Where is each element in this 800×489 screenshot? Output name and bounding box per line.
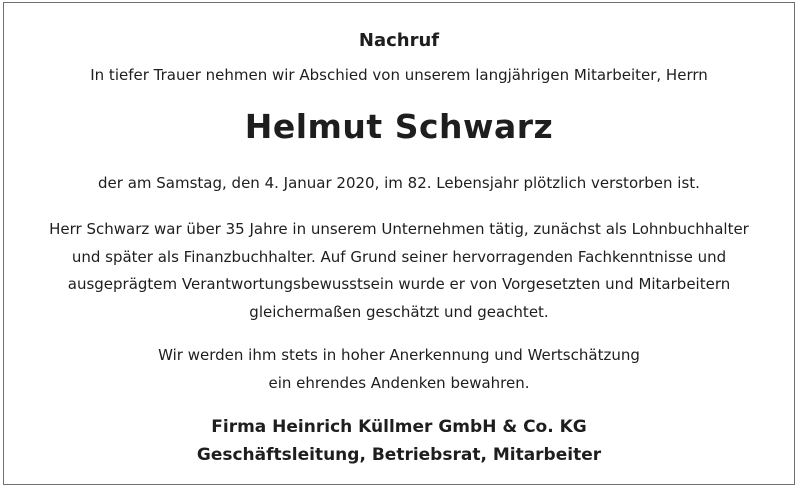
notice-heading: Nachruf: [358, 30, 440, 51]
paragraph-line: ausgeprägtem Verantwortungsbewusstsein wurde er von Vorgesetzten und Mitarbeitern: [67, 275, 731, 293]
paragraph-line: und später als Finanzbuchhalter. Auf Grund seiner hervorragenden Fachkenntnisse und: [71, 247, 727, 266]
signers-line: Geschäftsleitung, Betriebsrat, Mitarbeiter: [196, 445, 602, 465]
company-name: Firma Heinrich Küllmer GmbH & Co. KG: [211, 417, 587, 437]
death-details: der am Samstag, den 4. Januar 2020, im 82. Lebensjahr plötzlich verstorben ist.: [98, 174, 700, 192]
paragraph-line: gleichermaßen geschätzt und geachtet.: [249, 302, 549, 321]
paragraph-line: Herr Schwarz war über 35 Jahre in unserem Unternehmen tätig, zunächst als Lohnbuchhalter: [49, 220, 749, 238]
career-paragraph: [4, 216, 794, 326]
deceased-name: Helmut Schwarz: [244, 107, 554, 146]
obituary-notice: [3, 2, 795, 485]
paragraph-line: ein ehrendes Andenken bewahren.: [268, 373, 530, 392]
paragraph-line: Wir werden ihm stets in hoher Anerkennung und Wertschätzung: [158, 346, 640, 364]
remembrance-paragraph: [4, 342, 794, 397]
intro-text: In tiefer Trauer nehmen wir Abschied von unserem langjährigen Mitarbeiter, Herrn: [90, 66, 708, 84]
